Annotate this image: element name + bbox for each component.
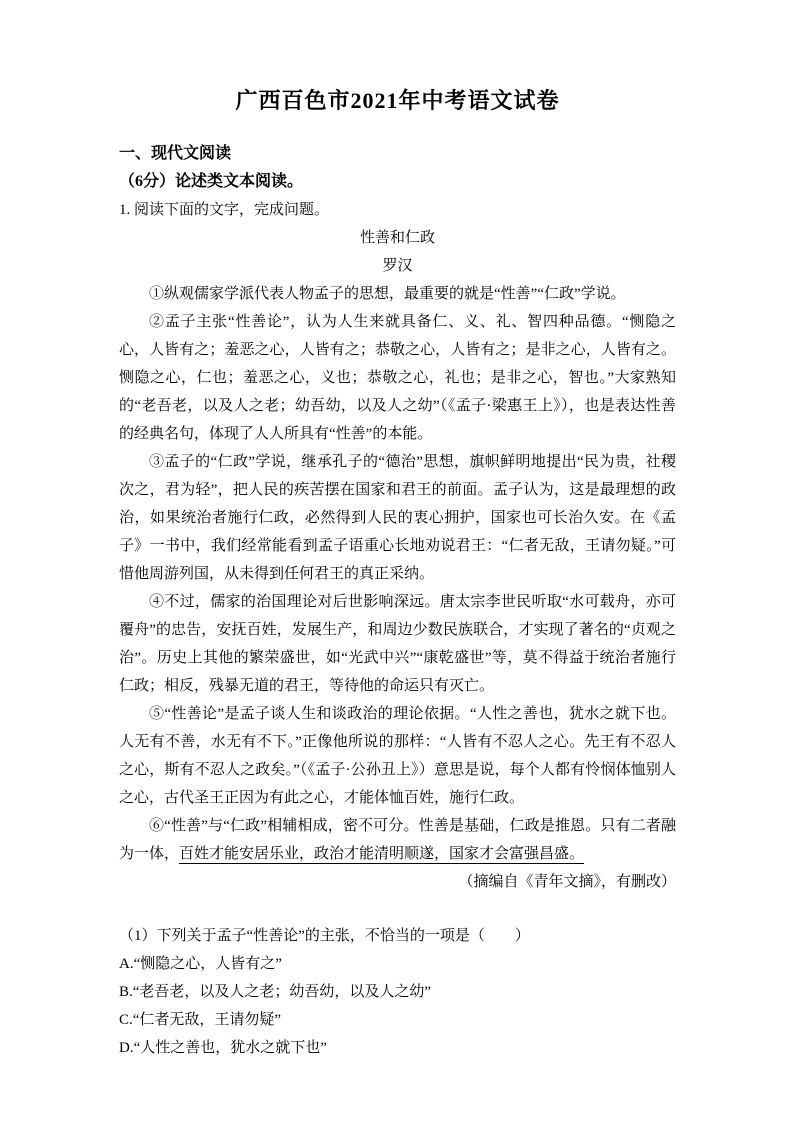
option-a: A.“恻隐之心，人皆有之” bbox=[119, 956, 282, 972]
essay-attribution: （摘编自《青年文摘》，有删改） bbox=[458, 874, 676, 890]
option-c: C.“仁者无敌，王请勿疑” bbox=[119, 1012, 282, 1028]
section-heading: 一、现代文阅读 bbox=[119, 145, 232, 162]
essay-paragraph-2: ②孟子主张“性善论”，认为人生来就具备仁、义、礼、智四种品德。“恻隐之心，人皆有之；羞恶之心，人皆有之；恭敬之心，人皆有之；是非之心，人皆有之。恻隐之心，仁也；羞恶之心，义也；恭敬之心，礼也；是非之心，智也。”大家熟知的“老吾老，以及人之老；幼吾幼，以及人之幼”（《孟子·梁惠王上》），也是表达性善的经典名句，体现了人人所具有“性善”的本能。 bbox=[119, 314, 676, 442]
question-stem: （1）下列关于孟子“性善论”的主张，不恰当的一项是（ ） bbox=[119, 928, 530, 944]
essay-title: 性善和仁政 bbox=[359, 230, 435, 246]
essay-paragraph-6 bbox=[119, 812, 676, 868]
essay-paragraph-3: ③孟子的“仁政”学说，继承孔子的“德治”思想，旗帜鲜明地提出“民为贵，社稷次之，君为轻”，把人民的疾苦摆在国家和君王的前面。孟子认为，这是最理想的政治，如果统治者施行仁政，必然得到人民的衷心拥护，国家也可长治久安。在《孟子》一书中，我们经常能看到孟子语重心长地劝说君王：“仁者无敌，王请勿疑。”可惜他周游列国，从未得到任何君王的真正采纳。 bbox=[119, 454, 676, 582]
essay-paragraph-6-text: ⑥“性善”与“仁政”相辅相成，密不可分。性善是基础，仁政是推恩。只有二者融为一体， bbox=[119, 818, 676, 862]
essay-paragraph-5: ⑤“性善论”是孟子谈人生和谈政治的理论依据。“人性之善也，犹水之就下也。人无有不善，水无有不下。”正像他所说的那样：“人皆有不忍人之心。先王有不忍人之心，斯有不忍人之政矣。”（《孟子·公孙丑上》）意思是说，每个人都有怜悯体恤别人之心，古代圣王正因为有此之心，才能体恤百姓，施行仁政。 bbox=[119, 706, 676, 806]
option-d: D.“人性之善也，犹水之就下也” bbox=[119, 1040, 327, 1056]
essay-author: 罗汉 bbox=[382, 258, 413, 274]
page-title: 广西百色市2021年中考语文试卷 bbox=[235, 88, 560, 113]
question-intro: 1. 阅读下面的文字，完成问题。 bbox=[119, 202, 330, 218]
subsection-heading: （6分）论述类文本阅读。 bbox=[119, 173, 304, 190]
essay-paragraph-1: ①纵观儒家学派代表人物孟子的思想，最重要的就是“性善”“仁政”学说。 bbox=[149, 286, 626, 302]
option-b: B.“老吾老，以及人之老；幼吾幼，以及人之幼” bbox=[119, 984, 432, 1000]
essay-paragraph-6-underlined-text: 百姓才能安居乐业，政治才能清明顺遂，国家才会富强昌盛。 bbox=[179, 846, 585, 862]
essay-paragraph-4: ④不过，儒家的治国理论对后世影响深远。唐太宗李世民听取“水可载舟，亦可覆舟”的忠告，安抚百姓，发展生产，和周边少数民族联合，才实现了著名的“贞观之治”。历史上其他的繁荣盛世，如“光武中兴”“康乾盛世”等，莫不得益于统治者施行仁政；相反，残暴无道的君王，等待他的命运只有灭亡。 bbox=[119, 594, 676, 694]
